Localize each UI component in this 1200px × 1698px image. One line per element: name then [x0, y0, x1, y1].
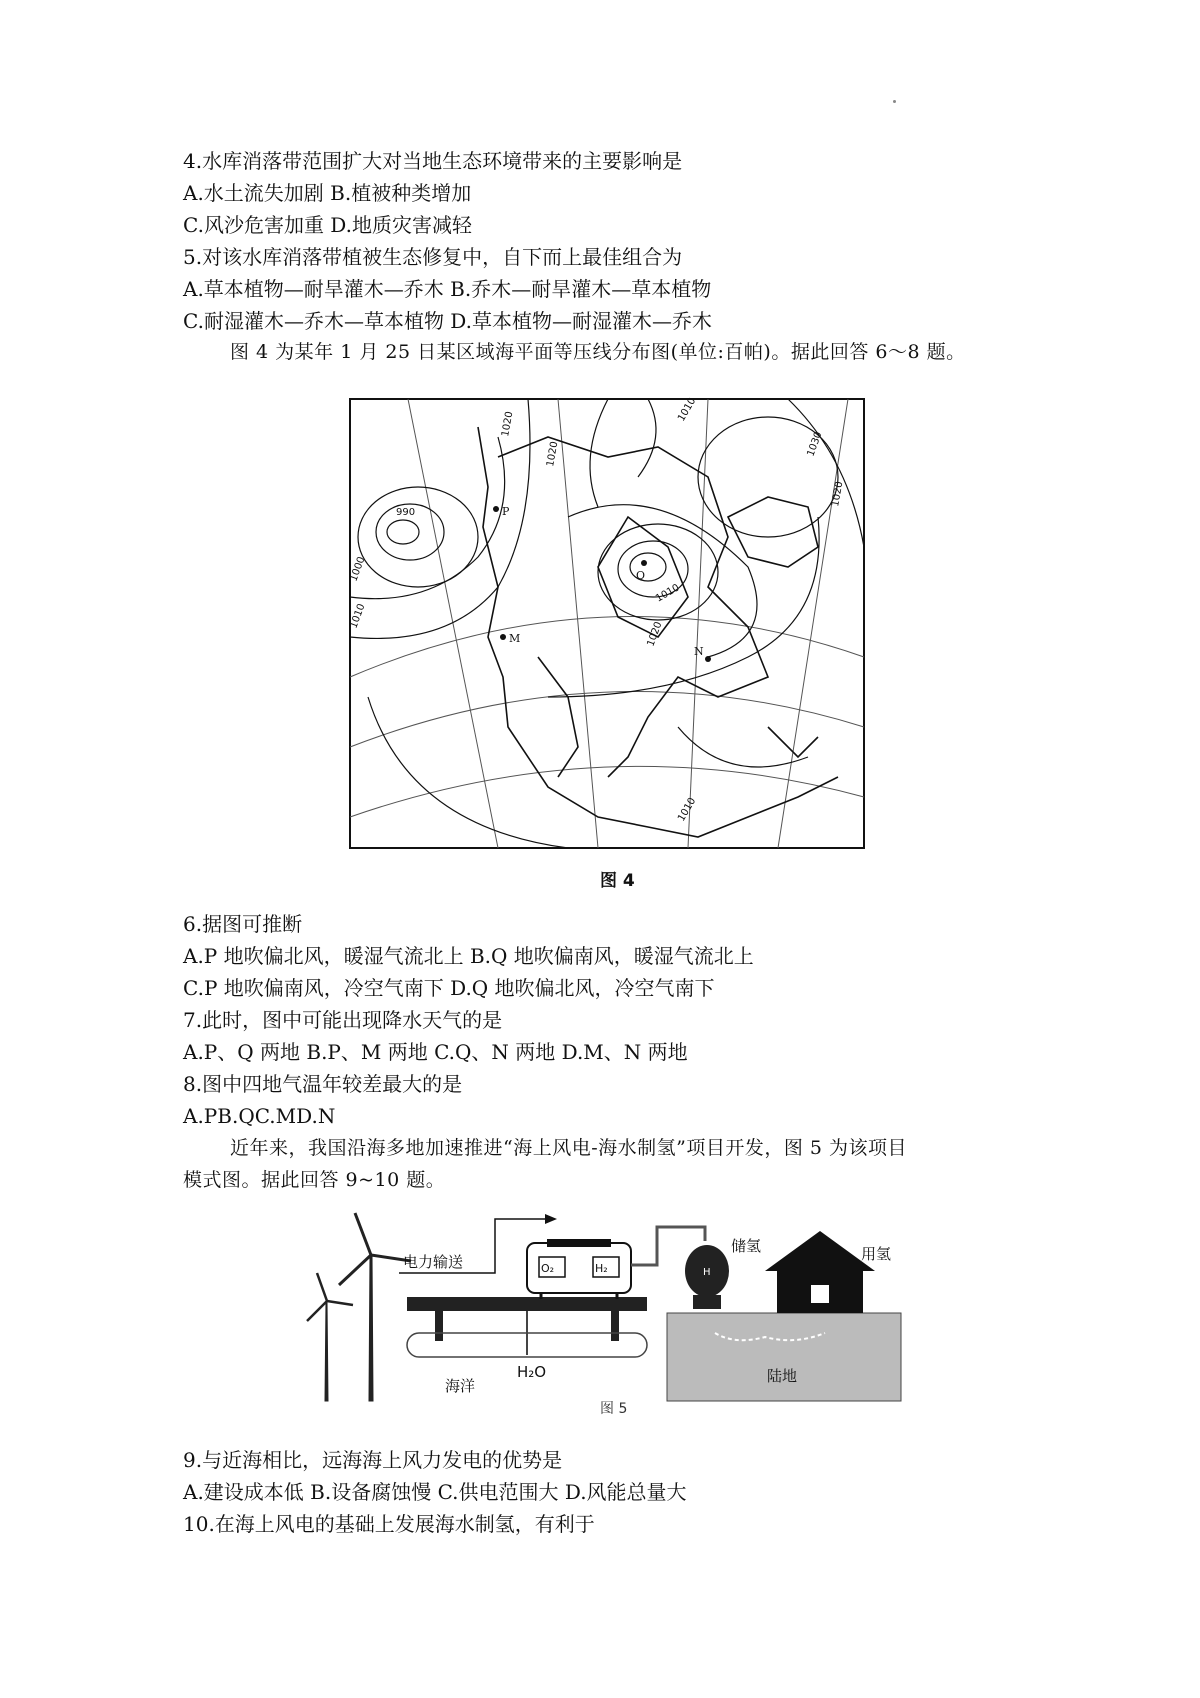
point-p-marker	[493, 506, 499, 512]
isobar-label-1020-c: 1020	[645, 620, 665, 649]
land-block	[667, 1313, 901, 1401]
q6-options-ab: A.P 地吹偏北风，暖湿气流北上 B.Q 地吹偏南风，暖湿气流北上	[183, 944, 754, 968]
isobar-label-990: 990	[396, 507, 416, 518]
isobar-label-1020-d: 1020	[830, 480, 846, 508]
q7-stem: 7.此时，图中可能出现降水天气的是	[183, 1008, 503, 1032]
q4-options-cd: C.风沙危害加重 D.地质灾害减轻	[183, 213, 472, 237]
point-n-label: N	[694, 645, 704, 658]
label-hydrogen-use: 用氢	[861, 1245, 892, 1263]
house-roof-icon	[765, 1231, 875, 1271]
intro-9-10-line1: 近年来，我国沿海多地加速推进“海上风电-海水制氢”项目开发，图 5 为该项目	[230, 1137, 908, 1159]
q5-options-ab: A.草本植物—耐旱灌木—乔木 B.乔木—耐旱灌木—草本植物	[183, 277, 712, 301]
label-h2: H₂	[595, 1262, 608, 1275]
label-o2: O₂	[541, 1262, 555, 1275]
map-frame	[350, 399, 864, 848]
q7-options: A.P、Q 两地 B.P、M 两地 C.Q、N 两地 D.M、N 两地	[183, 1040, 688, 1064]
isobar-label-1010-c: 1010	[676, 795, 699, 824]
label-ocean: 海洋	[445, 1377, 476, 1395]
platform-leg-right	[611, 1311, 619, 1341]
figure-4-caption: 图 4	[600, 871, 635, 891]
isobar-label-1010-b: 1010	[676, 397, 699, 424]
point-q-label: Q	[636, 569, 646, 582]
wind-turbines	[307, 1213, 411, 1401]
label-hydrogen-storage: 储氢	[731, 1237, 762, 1255]
intro-9-10-line2: 模式图。据此回答 9~10 题。	[183, 1169, 446, 1191]
isobar-label-1000: 1000	[348, 555, 368, 584]
figure-5-hydrogen-diagram	[295, 1205, 905, 1417]
q10-stem: 10.在海上风电的基础上发展海水制氢，有利于	[183, 1512, 595, 1536]
label-land: 陆地	[767, 1367, 798, 1385]
electrolyser-top-bar	[547, 1239, 611, 1247]
q5-stem: 5.对该水库消落带植被生态修复中，自下而上最佳组合为	[183, 245, 683, 269]
q4-options-ab: A.水土流失加剧 B.植被种类增加	[183, 181, 472, 205]
isobar-label-1010: 1010	[348, 602, 368, 631]
isobar-label-1030: 1030	[805, 430, 825, 459]
point-q-marker	[641, 560, 647, 566]
turbine-short-tower	[325, 1301, 328, 1401]
platform-leg-left	[435, 1311, 443, 1341]
q8-options: A.PB.QC.MD.N	[183, 1104, 336, 1128]
label-power-transmission: 电力输送	[403, 1253, 464, 1271]
point-m-label: M	[509, 632, 521, 645]
q6-stem: 6.据图可推断	[183, 912, 303, 936]
figure-4-isobar-map	[348, 397, 866, 850]
hydrogen-diagram-drawing	[295, 1205, 905, 1417]
figure-5-caption: 图 5	[600, 1401, 628, 1417]
q8-stem: 8.图中四地气温年较差最大的是	[183, 1072, 463, 1096]
isobar-map-drawing	[348, 397, 866, 850]
q9-options: A.建设成本低 B.设备腐蚀慢 C.供电范围大 D.风能总量大	[183, 1480, 687, 1504]
scan-speck	[893, 100, 896, 103]
q6-options-cd: C.P 地吹偏南风，冷空气南下 D.Q 地吹偏北风，冷空气南下	[183, 976, 715, 1000]
isobar-label-1010-q: 1010	[654, 582, 682, 605]
intro-6-8: 图 4 为某年 1 月 25 日某区域海平面等压线分布图(单位:百帕)。据此回答 6～8 题。	[230, 341, 966, 363]
point-n-marker	[705, 656, 711, 662]
q4-stem: 4.水库消落带范围扩大对当地生态环境带来的主要影响是	[183, 149, 683, 173]
point-m-marker	[500, 634, 506, 640]
power-arrow-icon	[545, 1214, 557, 1224]
q9-stem: 9.与近海相比，远海海上风力发电的优势是	[183, 1448, 563, 1472]
label-h2o: H₂O	[517, 1363, 547, 1381]
turbine-tall-tower	[369, 1255, 373, 1401]
label-tank-h: H	[703, 1267, 711, 1278]
q5-options-cd: C.耐湿灌木—乔木—草本植物 D.草本植物—耐湿灌木—乔木	[183, 309, 712, 333]
point-p-label: P	[502, 505, 510, 518]
isobar-label-1020-b: 1020	[545, 440, 561, 468]
isobar-label-1020-a: 1020	[500, 410, 516, 438]
platform-deck	[407, 1297, 647, 1311]
